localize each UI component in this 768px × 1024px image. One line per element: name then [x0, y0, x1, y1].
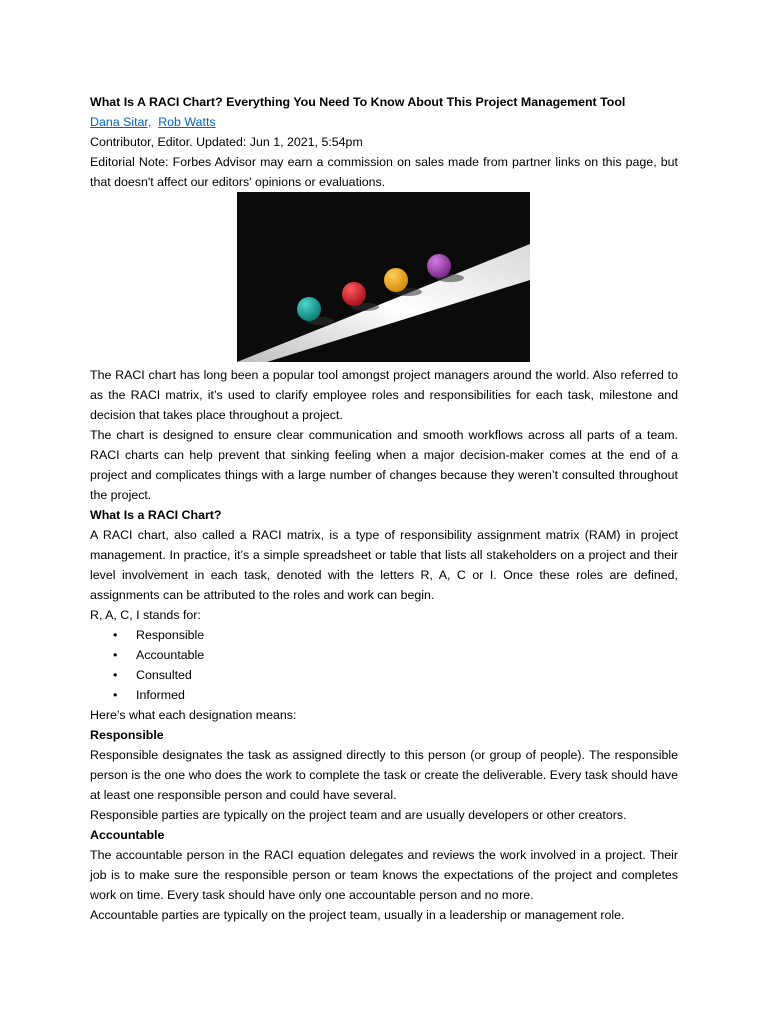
red-ball	[342, 282, 366, 306]
article	[90, 92, 678, 925]
accountable-paragraph-2: Accountable parties are typically on the project team, usually in a leadership or management role.	[90, 908, 625, 922]
stands-for-label: R, A, C, I stands for:	[90, 608, 201, 622]
what-is-paragraph: A RACI chart, also called a RACI matrix, is a type of responsibility assignment matrix (RAM) in project management. In practice, it’s a simple spreadsheet or table that lists all stakeholders on a project and their level involvement in each task, denoted with the letters R, A, C or I. Once these roles are defined, assignments can be attributed to the roles and work can begin.	[90, 528, 678, 602]
author-link-rob-watts[interactable]: Rob Watts	[158, 115, 216, 129]
list-item	[90, 645, 678, 665]
list-item-label: Informed	[136, 688, 185, 702]
hero-image	[237, 192, 530, 362]
list-item-label: Responsible	[136, 628, 205, 642]
raci-bullet-list	[90, 625, 678, 705]
author-list	[90, 112, 678, 132]
accountable-paragraph-1: The accountable person in the RACI equation delegates and reviews the work involved in a project. Their job is to make sure the responsible person or team knows the expectations of the project and completes work on time. Every task should have only one accountable person and no more.	[90, 848, 678, 902]
section-heading-accountable: Accountable	[90, 828, 165, 842]
teal-ball	[297, 297, 321, 321]
bullet-icon: •	[113, 628, 118, 642]
bullet-icon: •	[113, 648, 118, 662]
list-item	[90, 625, 678, 645]
bullet-icon: •	[113, 668, 118, 682]
list-item-label: Accountable	[136, 648, 205, 662]
section-heading-responsible: Responsible	[90, 728, 164, 742]
article-title: What Is A RACI Chart? Everything You Need To Know About This Project Management Tool	[90, 95, 626, 109]
responsible-paragraph-2: Responsible parties are typically on the project team and are usually developers or other creators.	[90, 808, 627, 822]
designation-intro: Here’s what each designation means:	[90, 708, 297, 722]
section-heading-what-is: What Is a RACI Chart?	[90, 508, 222, 522]
intro-paragraph-2: The chart is designed to ensure clear communication and smooth workflows across all parts of a team. RACI charts can help prevent that sinking feeling when a major decision-maker comes at the end of a project and complicates things with a large number of changes because they weren’t consulted throughout the project.	[90, 428, 678, 502]
editorial-note: Editorial Note: Forbes Advisor may earn a commission on sales made from partner links on this page, but that doesn't affect our editors' opinions or evaluations.	[90, 155, 678, 189]
bullet-icon: •	[113, 688, 118, 702]
list-item-label: Consulted	[136, 668, 192, 682]
list-item	[90, 665, 678, 685]
responsible-paragraph-1: Responsible designates the task as assigned directly to this person (or group of people). The responsible person is the one who does the work to complete the task or create the deliverable. Every task should have at least one responsible person and could have several.	[90, 748, 678, 802]
byline: Contributor, Editor. Updated: Jun 1, 2021, 5:54pm	[90, 135, 363, 149]
purple-ball	[427, 254, 451, 278]
list-item	[90, 685, 678, 705]
author-link-dana-sitar[interactable]: Dana Sitar,	[90, 115, 152, 129]
hero-image-container	[90, 192, 678, 364]
yellow-ball	[384, 268, 408, 292]
intro-paragraph-1: The RACI chart has long been a popular tool amongst project managers around the world. Also referred to as the RACI matrix, it’s used to clarify employee roles and responsibilities for each task, milestone and decision that takes place throughout a project.	[90, 368, 678, 422]
